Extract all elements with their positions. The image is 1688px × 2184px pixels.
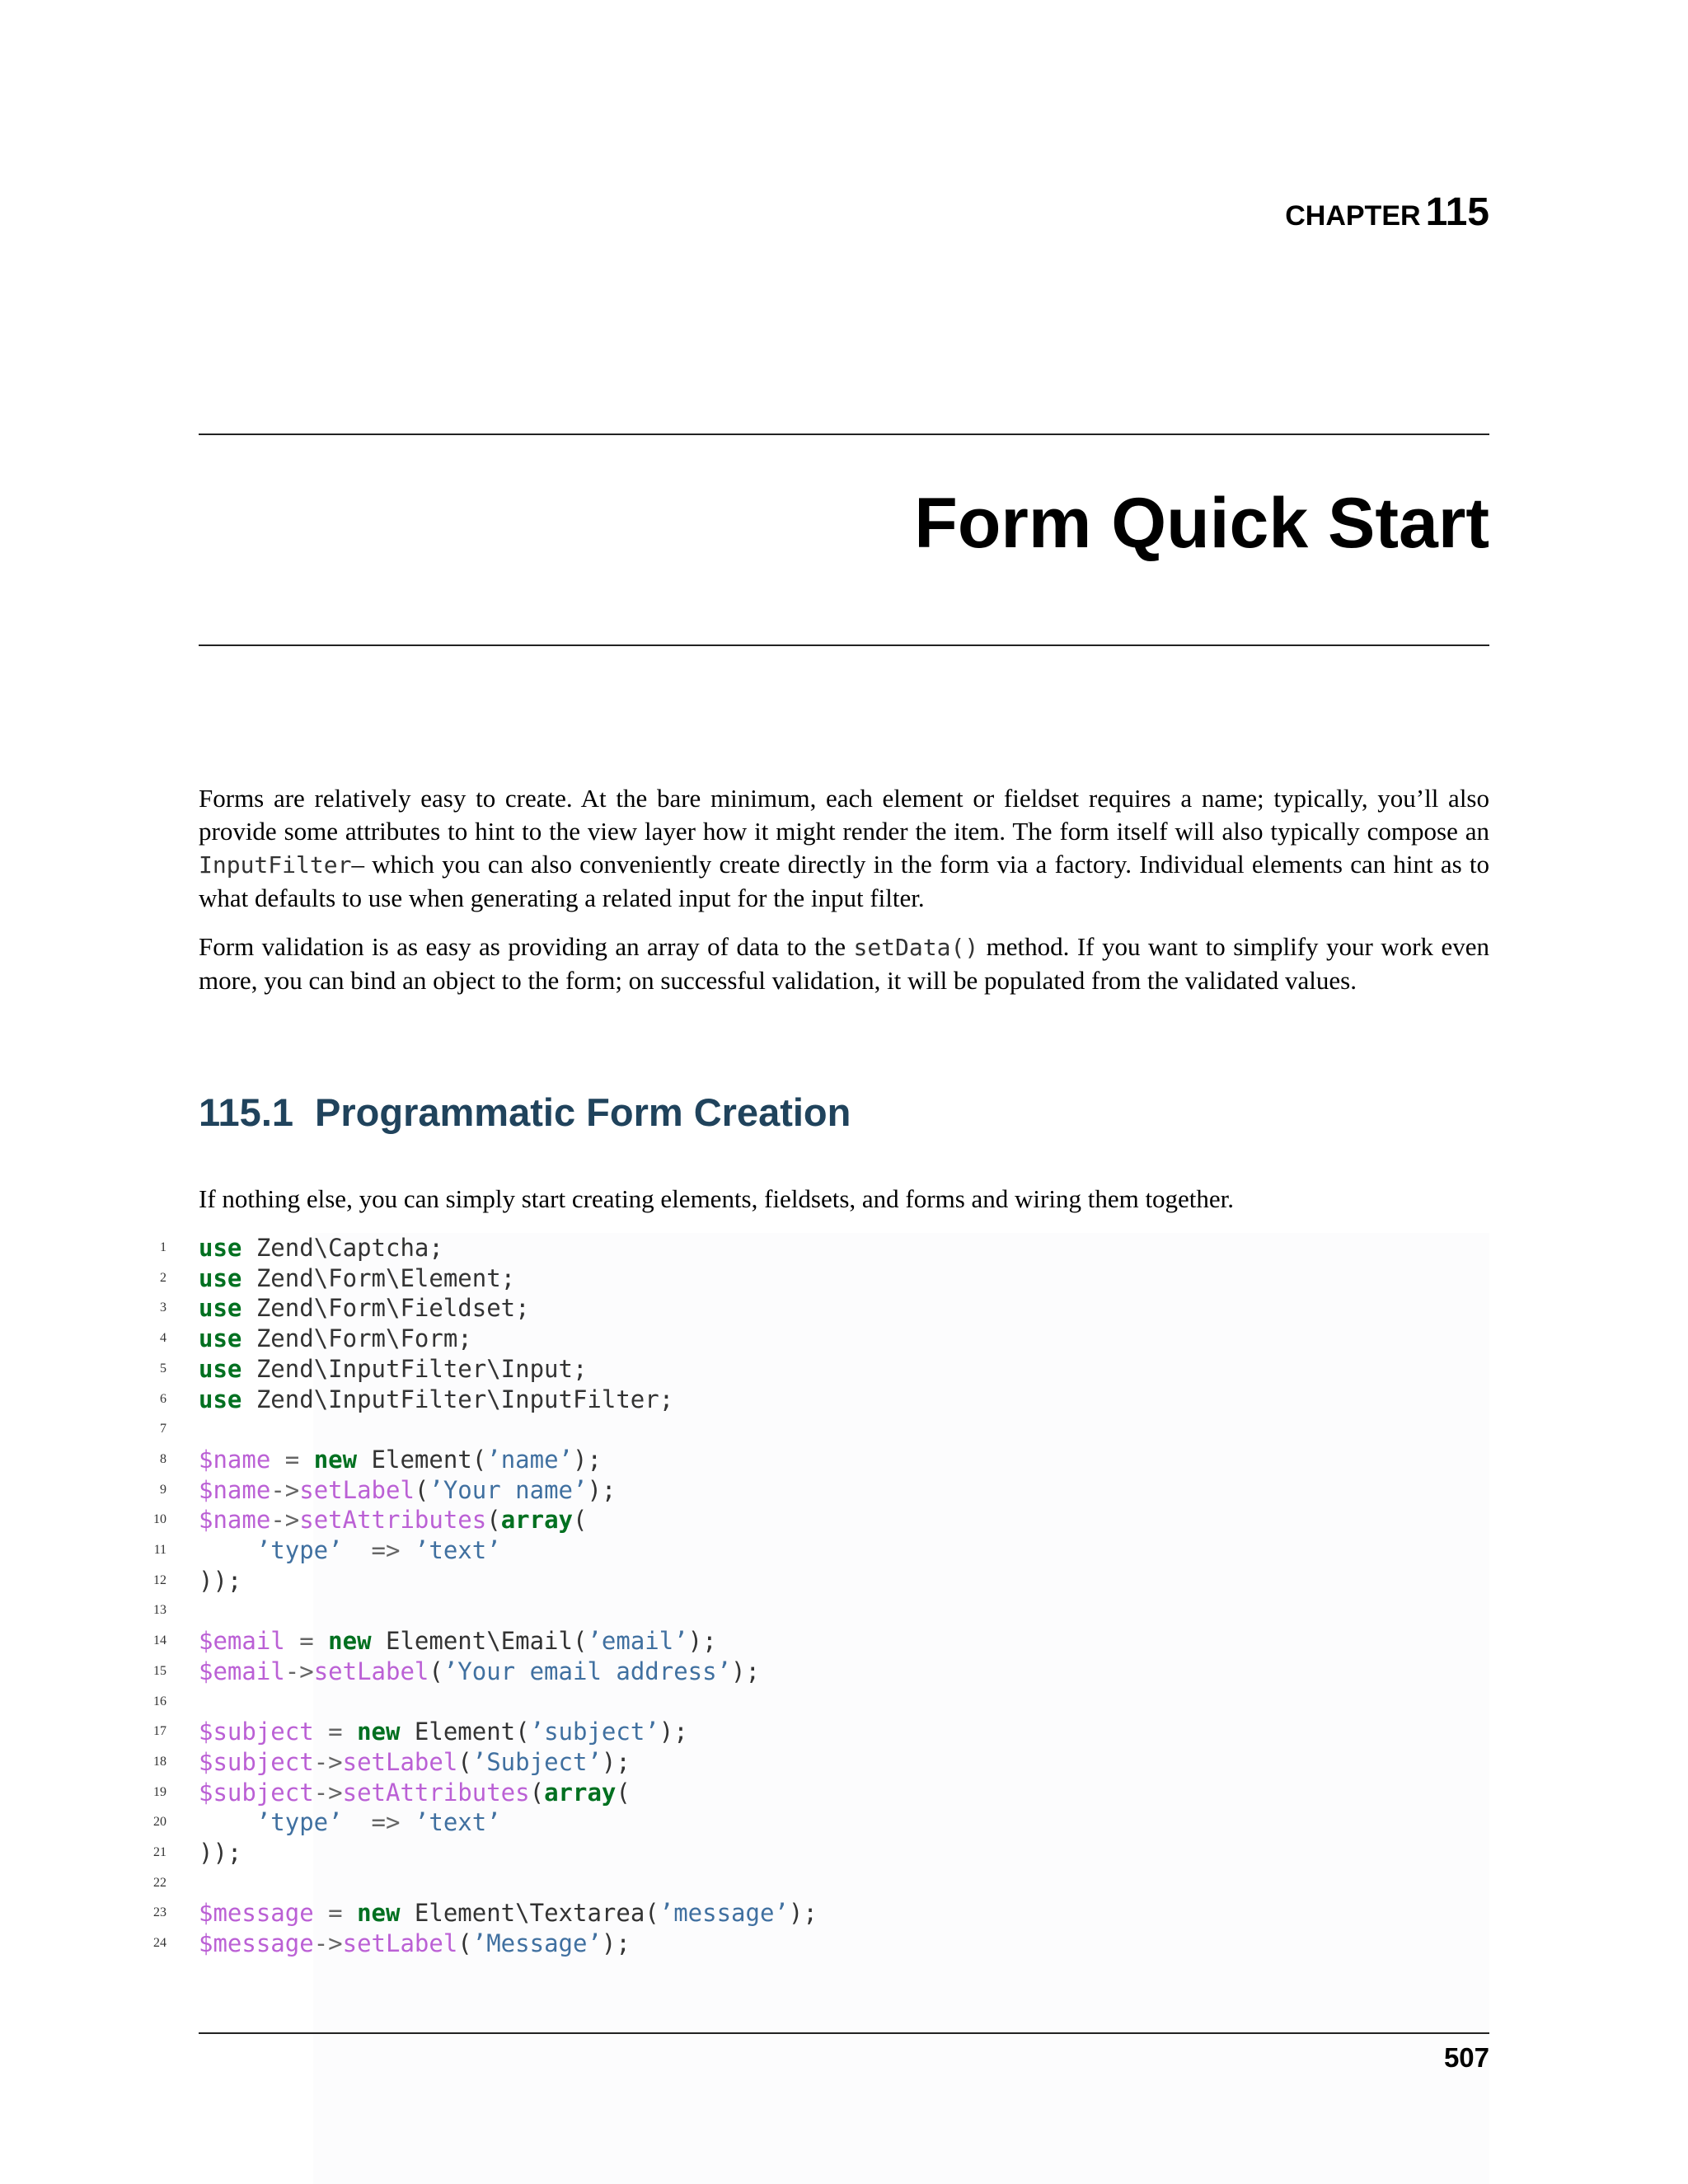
code-token-op: = bbox=[270, 1445, 314, 1474]
code-token-plain bbox=[199, 1536, 256, 1564]
code-token-var: $email bbox=[199, 1627, 285, 1656]
section-number: 115.1 bbox=[199, 1090, 294, 1134]
code-token-plain: Zend\Form\Fieldset; bbox=[241, 1294, 530, 1323]
code-token-var: $message bbox=[199, 1929, 314, 1958]
line-number: 13 bbox=[153, 1603, 166, 1618]
code-token-var: setLabel bbox=[342, 1929, 458, 1958]
line-number: 21 bbox=[153, 1845, 166, 1859]
line-number: 23 bbox=[153, 1905, 166, 1920]
code-text bbox=[199, 1566, 241, 1596]
code-token-var: $message bbox=[199, 1899, 314, 1928]
code-token-str: ’text’ bbox=[414, 1808, 501, 1837]
code-token-var: $subject bbox=[199, 1778, 314, 1807]
line-number: 17 bbox=[153, 1724, 166, 1739]
code-text bbox=[199, 1626, 717, 1657]
code-token-op: = bbox=[284, 1627, 329, 1656]
code-token-plain: Zend\InputFilter\Input; bbox=[241, 1354, 588, 1383]
line-number: 1 bbox=[160, 1240, 166, 1254]
code-text bbox=[199, 1838, 241, 1868]
intro-paragraph-2 bbox=[199, 930, 1489, 997]
code-text bbox=[199, 1929, 631, 1959]
code-token-plain: ); bbox=[587, 1475, 617, 1504]
section-title: Programmatic Form Creation bbox=[315, 1090, 851, 1134]
code-token-plain: ( bbox=[414, 1475, 429, 1504]
title-rule-top bbox=[199, 434, 1489, 435]
line-number: 3 bbox=[160, 1301, 166, 1315]
code-token-var: $name bbox=[199, 1445, 271, 1474]
code-token-kw: array bbox=[544, 1778, 617, 1807]
code-token-str: ’Subject’ bbox=[471, 1747, 602, 1776]
chapter-word: CHAPTER bbox=[1285, 200, 1421, 232]
code-token-plain: ( bbox=[457, 1929, 472, 1958]
code-token-plain bbox=[343, 1808, 372, 1836]
code-text bbox=[199, 1475, 616, 1506]
code-token-op: -> bbox=[313, 1929, 343, 1958]
code-token-str: ’message’ bbox=[659, 1899, 789, 1928]
code-text bbox=[199, 1233, 443, 1263]
line-number: 24 bbox=[153, 1936, 166, 1951]
code-token-plain: Element( bbox=[400, 1718, 530, 1746]
code-token-plain: Element\Email( bbox=[371, 1627, 588, 1656]
code-token-str: ’name’ bbox=[486, 1445, 573, 1474]
code-token-plain: Element\Textarea( bbox=[400, 1899, 659, 1928]
code-token-kw: new bbox=[357, 1718, 401, 1746]
code-token-plain: )); bbox=[199, 1839, 242, 1867]
code-token-plain: ( bbox=[529, 1778, 545, 1807]
code-token-var: setAttributes bbox=[342, 1778, 530, 1807]
code-token-plain: Zend\Form\Element; bbox=[241, 1263, 516, 1292]
code-token-plain: ); bbox=[601, 1747, 631, 1776]
line-number: 15 bbox=[153, 1663, 166, 1678]
code-text bbox=[199, 1778, 631, 1808]
code-token-str: ’Message’ bbox=[471, 1929, 602, 1958]
line-number: 14 bbox=[153, 1633, 166, 1648]
code-token-plain bbox=[343, 1536, 372, 1564]
code-token-plain: )); bbox=[199, 1566, 242, 1595]
code-token-plain bbox=[199, 1808, 256, 1836]
line-number: 20 bbox=[153, 1815, 166, 1830]
code-token-kw: new bbox=[313, 1445, 358, 1474]
code-token-var: $email bbox=[199, 1657, 285, 1685]
code-token-op: -> bbox=[313, 1747, 343, 1776]
code-token-op: = bbox=[313, 1899, 358, 1928]
code-token-plain: Zend\InputFilter\InputFilter; bbox=[241, 1385, 674, 1413]
line-number: 6 bbox=[160, 1391, 166, 1406]
code-token-var: setAttributes bbox=[299, 1506, 487, 1535]
line-number: 11 bbox=[153, 1543, 166, 1557]
code-token-str: ’subject’ bbox=[529, 1718, 659, 1746]
intro-p1-text-a: Forms are relatively easy to create. At the bare minimum, each element or fieldset requires a name; typically, you’ll also provide some attributes to hint to the view layer how it might render the item. The form itself will also typically compose an bbox=[199, 784, 1489, 846]
code-text bbox=[199, 1747, 631, 1778]
chapter-number: 115 bbox=[1425, 190, 1489, 234]
line-number: 2 bbox=[160, 1270, 166, 1285]
code-token-plain: Zend\Form\Form; bbox=[241, 1324, 472, 1353]
footer-rule bbox=[199, 2032, 1489, 2034]
line-number: 16 bbox=[153, 1694, 166, 1708]
code-token-str: ’type’ bbox=[256, 1536, 343, 1564]
code-token-str: ’Your name’ bbox=[429, 1475, 588, 1504]
code-token-op: -> bbox=[313, 1778, 343, 1807]
code-token-plain: ); bbox=[573, 1445, 602, 1474]
code-token-plain: ); bbox=[731, 1657, 760, 1685]
code-token-var: setLabel bbox=[299, 1475, 415, 1504]
code-token-plain: ( bbox=[486, 1506, 501, 1535]
code-token-str: ’Your email address’ bbox=[443, 1657, 732, 1685]
line-number: 10 bbox=[153, 1512, 166, 1527]
line-number: 7 bbox=[160, 1422, 166, 1436]
code-text bbox=[199, 1324, 472, 1354]
page-title: Form Quick Start bbox=[914, 484, 1489, 563]
intro-p2-text-b: method. If you want to simplify your work even more, you can bind an object to the form; on successful validation, it will be populated from the validated values. bbox=[199, 932, 1489, 995]
code-token-plain: ); bbox=[659, 1718, 688, 1746]
code-token-op: -> bbox=[270, 1506, 300, 1535]
section-lead-paragraph: If nothing else, you can simply start creating elements, fieldsets, and forms and wiring them together. bbox=[199, 1184, 1235, 1213]
code-text bbox=[199, 1898, 818, 1929]
code-token-plain bbox=[400, 1808, 414, 1836]
code-token-str: ’text’ bbox=[414, 1536, 501, 1564]
code-block bbox=[132, 1233, 1489, 2184]
code-token-str: ’email’ bbox=[587, 1627, 688, 1656]
chapter-label bbox=[1285, 190, 1489, 235]
code-token-plain: ( bbox=[616, 1778, 631, 1807]
code-token-kw: use bbox=[199, 1324, 242, 1353]
line-number: 19 bbox=[153, 1784, 166, 1799]
code-token-op: -> bbox=[270, 1475, 300, 1504]
code-token-op: => bbox=[371, 1808, 401, 1837]
intro-paragraph-1 bbox=[199, 782, 1489, 915]
line-number: 5 bbox=[160, 1361, 166, 1376]
title-rule-bottom bbox=[199, 644, 1489, 646]
code-token-var: $subject bbox=[199, 1747, 314, 1776]
code-text bbox=[199, 1717, 688, 1747]
code-token-kw: use bbox=[199, 1385, 242, 1413]
code-text bbox=[199, 1385, 673, 1415]
line-number: 12 bbox=[153, 1572, 166, 1587]
code-text bbox=[199, 1354, 587, 1385]
code-token-var: setLabel bbox=[342, 1747, 458, 1776]
intro-p1-text-b: – which you can also conveniently create directly in the form via a factory. Individual elements can hint as to what defaults to use when generating a related input for the input filter. bbox=[199, 850, 1489, 912]
inline-code-inputfilter: InputFilter bbox=[199, 851, 352, 879]
code-token-plain: ); bbox=[687, 1627, 717, 1656]
code-text bbox=[199, 1807, 501, 1838]
line-number: 22 bbox=[153, 1875, 166, 1890]
code-token-kw: new bbox=[328, 1627, 372, 1656]
code-token-plain: Element( bbox=[357, 1445, 487, 1474]
code-token-plain: ( bbox=[429, 1657, 443, 1685]
code-text bbox=[199, 1505, 587, 1535]
code-token-op: => bbox=[371, 1536, 401, 1564]
code-token-kw: use bbox=[199, 1234, 242, 1262]
code-token-plain: Zend\Captcha; bbox=[241, 1234, 443, 1262]
code-token-var: $subject bbox=[199, 1718, 314, 1746]
code-token-kw: use bbox=[199, 1263, 242, 1292]
code-text bbox=[199, 1445, 602, 1475]
code-token-var: $name bbox=[199, 1475, 271, 1504]
line-number: 18 bbox=[153, 1754, 166, 1769]
intro-p2-text-a: Form validation is as easy as providing an array of data to the bbox=[199, 932, 854, 961]
line-number: 4 bbox=[160, 1331, 166, 1346]
code-token-op: = bbox=[313, 1718, 358, 1746]
page-number: 507 bbox=[1443, 2042, 1489, 2073]
code-token-var: $name bbox=[199, 1506, 271, 1535]
code-text bbox=[199, 1657, 760, 1687]
code-token-kw: array bbox=[500, 1506, 573, 1535]
code-token-var: setLabel bbox=[313, 1657, 429, 1685]
code-token-op: -> bbox=[284, 1657, 314, 1685]
section-heading bbox=[199, 1090, 851, 1135]
code-token-plain bbox=[400, 1536, 414, 1564]
code-token-str: ’type’ bbox=[256, 1808, 343, 1837]
line-number: 9 bbox=[160, 1482, 166, 1497]
code-token-plain: ( bbox=[457, 1747, 472, 1776]
code-token-plain: ); bbox=[788, 1899, 818, 1928]
code-token-kw: new bbox=[357, 1899, 401, 1928]
code-token-kw: use bbox=[199, 1354, 242, 1383]
line-number: 8 bbox=[160, 1451, 166, 1466]
code-text bbox=[199, 1535, 501, 1566]
code-token-plain: ( bbox=[573, 1506, 588, 1535]
code-text bbox=[199, 1263, 515, 1294]
inline-code-setdata: setData() bbox=[853, 934, 979, 961]
code-token-kw: use bbox=[199, 1294, 242, 1323]
code-token-plain: ); bbox=[601, 1929, 631, 1958]
code-text bbox=[199, 1293, 530, 1324]
